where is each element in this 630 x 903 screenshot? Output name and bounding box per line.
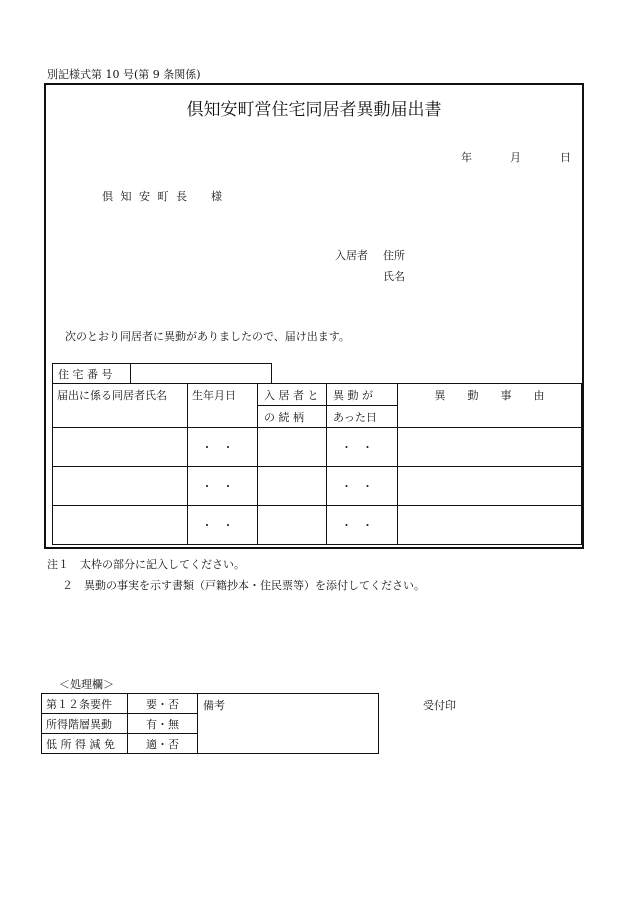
header-relation-line2: の 続 柄 [258,406,327,428]
row-name-cell[interactable] [53,506,188,545]
form-title: 倶知安町営住宅同居者異動届出書 [186,100,442,120]
processing-label: 第１２条要件 [42,694,128,714]
applicant-address-label: 住所 [383,249,405,262]
table-row [53,467,582,506]
addressee-name: 倶 知 安 町 長 [102,190,189,203]
form-code: 別記様式第 10 号(第 9 条関係) [47,68,201,81]
processing-value[interactable]: 要・否 [128,694,198,714]
row-birth-cell[interactable]: ・・ [188,467,258,506]
applicant-name-label: 氏名 [383,270,405,283]
addressee-honorific: 様 [211,190,222,203]
processing-value[interactable]: 適・否 [128,734,198,754]
header-birth: 生年月日 [188,384,258,428]
row-relation-cell[interactable] [258,467,327,506]
house-number-label: 住 宅 番 号 [53,364,131,384]
processing-table [41,693,379,754]
row-reason-cell[interactable] [398,467,582,506]
date-year-label: 年 [461,151,472,164]
note-2: ２ 異動の事実を示す書類（戸籍抄本・住民票等）を添付してください。 [62,579,425,592]
form-frame [44,83,584,549]
row-reason-cell[interactable] [398,428,582,467]
house-number-table [52,363,272,384]
processing-value[interactable]: 有・無 [128,714,198,734]
processing-heading: ＜処理欄＞ [59,678,114,691]
change-table [52,383,582,545]
header-date-line2: あった日 [327,406,398,428]
date-day-label: 日 [560,151,571,164]
row-reason-cell[interactable] [398,506,582,545]
applicant-role: 入居者 [335,249,368,262]
header-relation-line1: 入 居 者 と [258,384,327,406]
header-reason: 異 動 事 由 [398,384,582,428]
row-date-cell[interactable]: ・・ [327,428,398,467]
statement: 次のとおり同居者に異動がありましたので、届け出ます。 [65,330,350,343]
table-row [53,428,582,467]
row-birth-cell[interactable]: ・・ [188,428,258,467]
date-month-label: 月 [510,151,521,164]
processing-label: 所得階層異動 [42,714,128,734]
row-name-cell[interactable] [53,428,188,467]
row-date-cell[interactable]: ・・ [327,506,398,545]
row-birth-cell[interactable]: ・・ [188,506,258,545]
row-date-cell[interactable]: ・・ [327,467,398,506]
processing-label: 低 所 得 減 免 [42,734,128,754]
row-name-cell[interactable] [53,467,188,506]
house-number-field[interactable] [131,364,272,384]
table-row [53,506,582,545]
note-1: 注１ 太枠の部分に記入してください。 [47,558,245,571]
row-relation-cell[interactable] [258,428,327,467]
remarks-cell[interactable]: 備考 [198,694,379,754]
header-date-line1: 異 動 が [327,384,398,406]
header-name: 届出に係る同居者氏名 [53,384,188,428]
stamp-label: 受付印 [423,699,456,712]
row-relation-cell[interactable] [258,506,327,545]
